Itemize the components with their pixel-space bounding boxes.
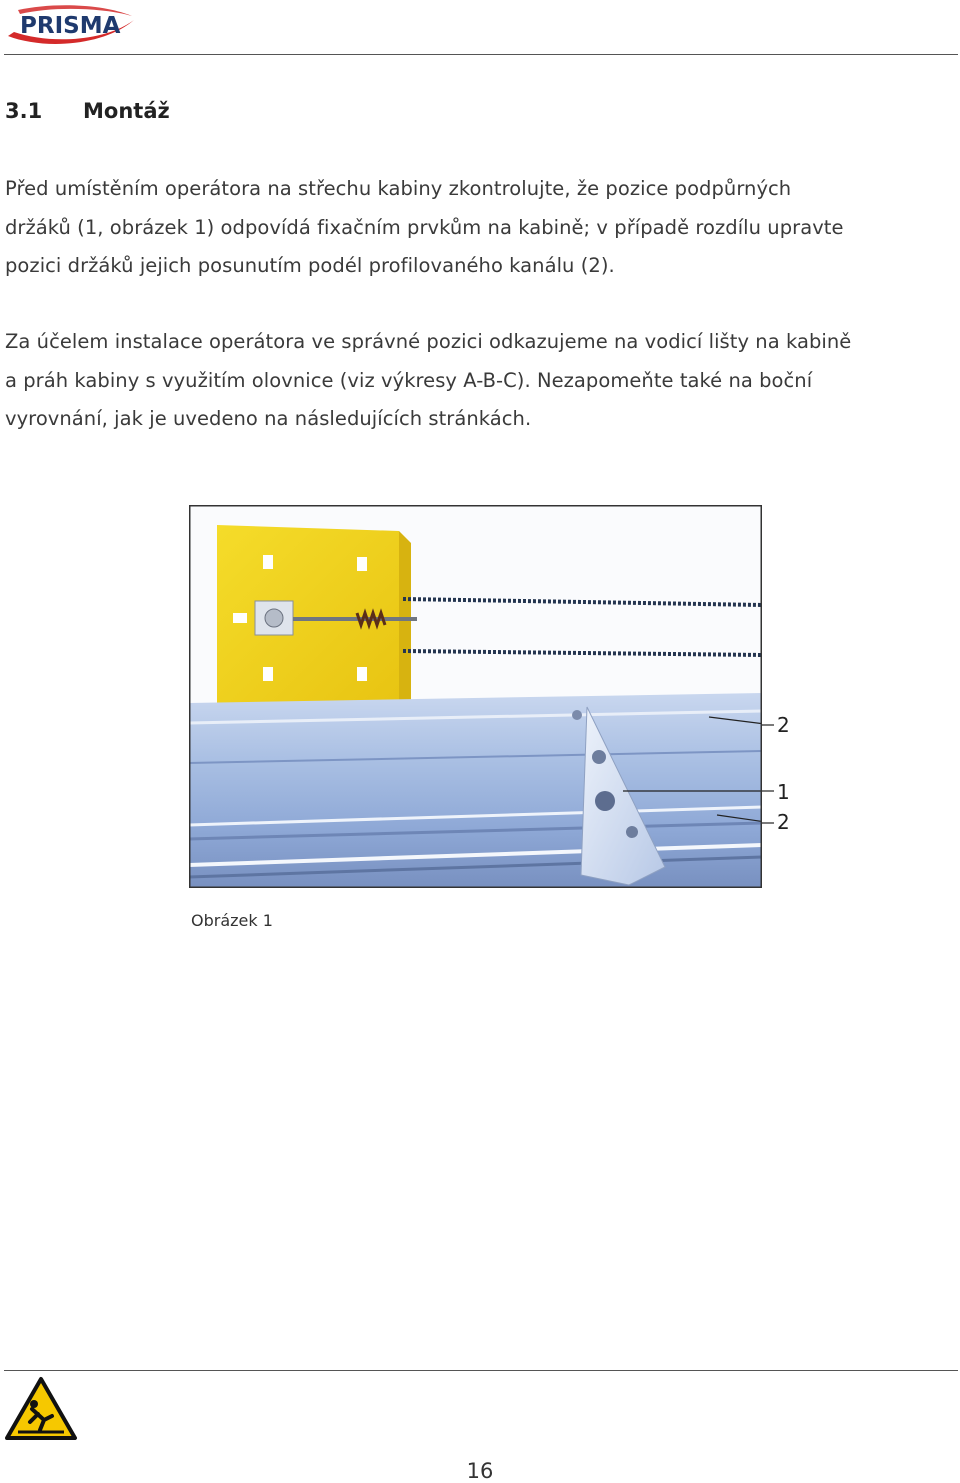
page-number: 16 — [466, 1459, 494, 1483]
paragraph-line: Za účelem instalace operátora ve správné pozici odkazujeme na vodicí lišty na kabině — [5, 330, 852, 353]
callout-label: 1 — [777, 780, 790, 804]
prisma-logo — [4, 2, 136, 48]
paragraph-line: Před umístěním operátora na střechu kabiny zkontrolujte, že pozice podpůrných — [5, 177, 792, 200]
paragraph-line: a práh kabiny s využitím olovnice (viz výkresy A-B-C). Nezapomeňte také na boční — [5, 368, 813, 392]
footer-divider — [4, 1370, 958, 1371]
paragraph-line: vyrovnání, jak je uvedeno na následujících stránkách. — [5, 407, 532, 430]
callout-label: 2 — [777, 713, 790, 737]
paragraph-1 — [5, 170, 960, 286]
support-bracket — [217, 525, 417, 705]
slip-hazard-warning-icon — [4, 1376, 78, 1442]
callout-leaders — [762, 705, 776, 835]
paragraph-2 — [5, 323, 960, 439]
section-number: 3.1 — [5, 99, 43, 123]
logo-text: PRISMA — [20, 13, 121, 39]
callout-label: 2 — [777, 810, 790, 834]
operator-bracket-photo — [189, 505, 762, 888]
header-divider — [4, 54, 958, 55]
section-title: Montáž — [83, 99, 170, 123]
section-heading — [5, 99, 170, 123]
paragraph-line: držáků (1, obrázek 1) odpovídá fixačním prvkům na kabině; v případě rozdílu upravte — [5, 215, 844, 239]
figure-caption: Obrázek 1 — [191, 911, 273, 930]
paragraph-line: pozici držáků jejich posunutím podél profilovaného kanálu (2). — [5, 254, 615, 277]
